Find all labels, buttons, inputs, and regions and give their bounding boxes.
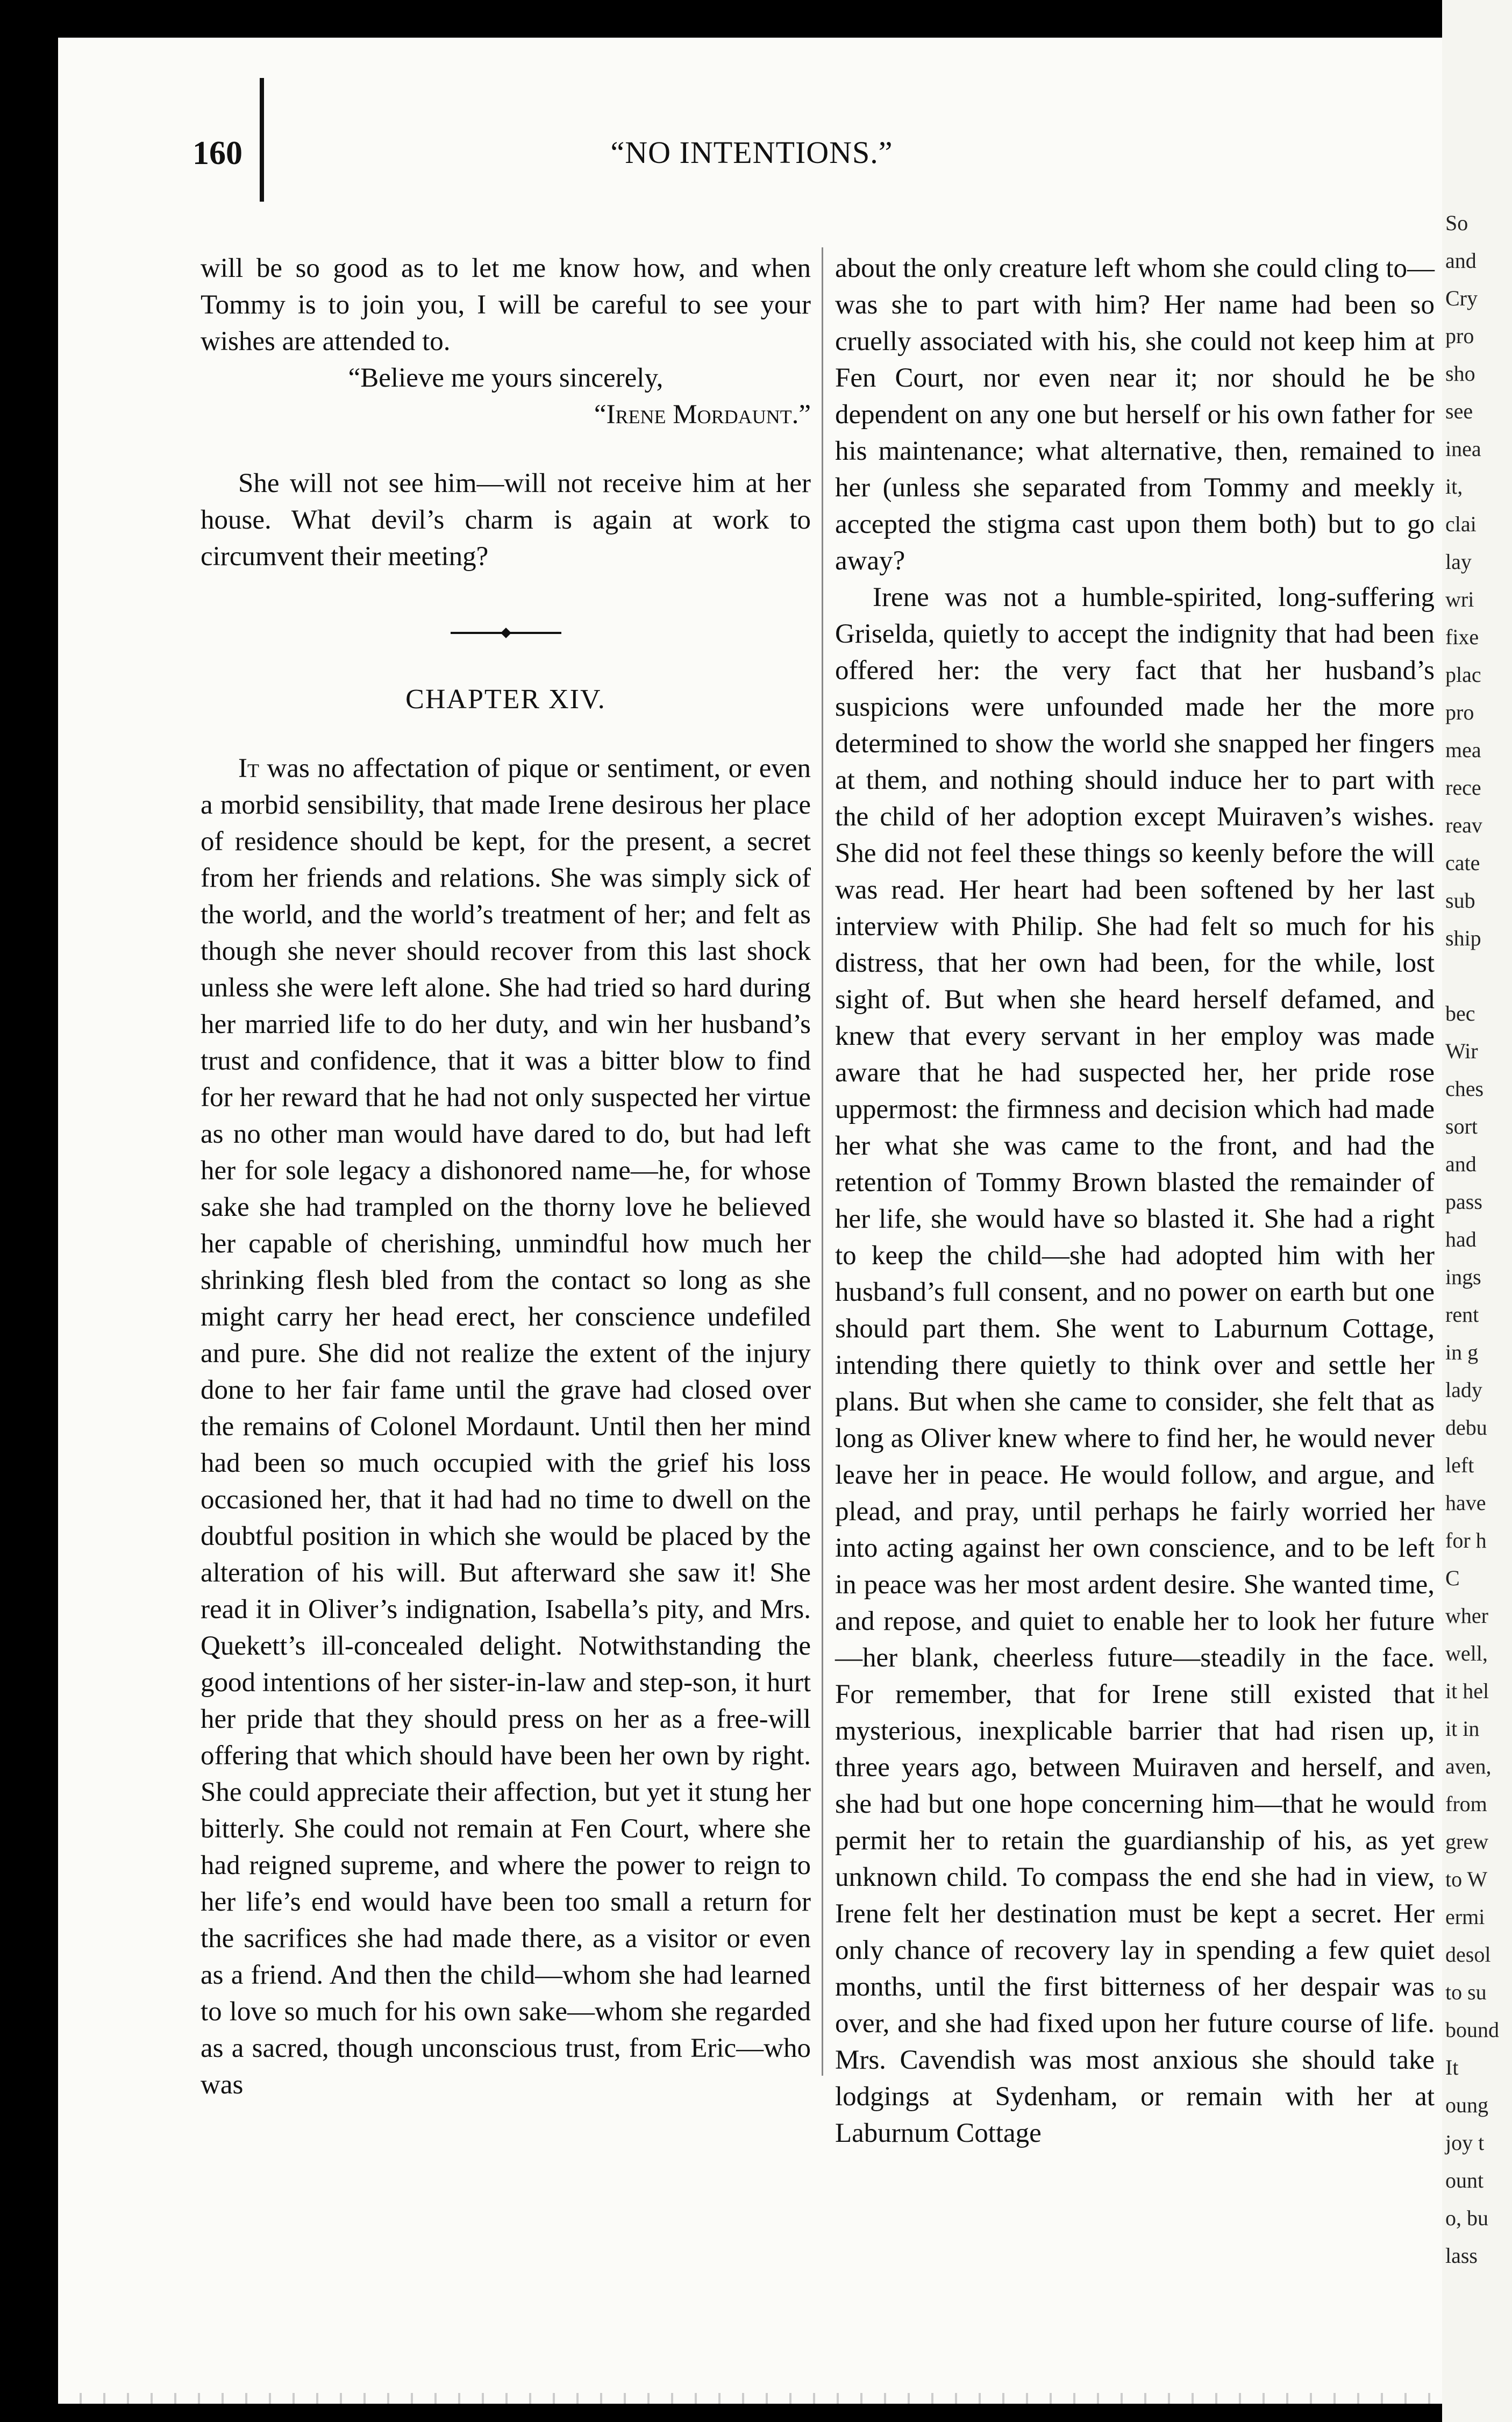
paragraph: She will not see him—will not receive him at her house. What devil’s charm is again at work to circumvent their meeting? — [201, 468, 811, 572]
column-divider — [822, 247, 823, 2076]
edge-text-fragment: lady — [1445, 1378, 1482, 1402]
edge-text-fragment: wri — [1445, 587, 1474, 611]
edge-text-fragment: C — [1445, 1566, 1460, 1590]
edge-text-fragment: It — [1445, 2055, 1459, 2079]
page-number: 160 — [192, 135, 243, 172]
edge-text-fragment: mea — [1445, 738, 1481, 762]
letter-signature: “Irene Mordaunt.” — [594, 400, 811, 430]
edge-text-fragment: rece — [1445, 775, 1481, 800]
paragraph: Irene was not a humble-spirited, long-suffering Griselda, quietly to accept the indignity that had been offered her: the very fact that her husband’s suspicions were unfounded made her the more determined to show the world she snapped her fingers at them, and nothing should induce her to part with the child of her adoption except Muiraven’s wishes. She did not feel these things so keenly before the will was read. Her heart had been softened by her last interview with Philip. She had felt so much for his distress, that her own had been, for the while, lost sight of. But when she heard herself defamed, and knew that every servant in her employ was made aware that he had suspected her, her pride rose uppermost: the firmness and decision which had made her what she was came to the front, and had the retention of Tommy Brown blasted the remainder of her life, she would have so blasted it. She had a right to keep the child—she had adopted him with her husband’s full consent, and no power on earth but one should part them. She went to Laburnum Cottage, intending there quietly to think over and settle her plans. But when she came to consider, she felt that as long as Oliver knew where to find her, he would never leave her in peace. He would follow, and argue, and plead, and pray, until perhaps he fairly worried her into acting against her own conscience, and to be left in peace was her most ardent desire. She wanted time, and repose, and quiet to enable her to look her future—her blank, cheerless future—steadily in the face. For remember, that for Irene still existed that mysterious, inexplicable barrier that had risen up, three years ago, between Muiraven and herself, and she had but one hope concerning him—that he would permit her to retain the guardianship of his, as yet unknown child. To compass the end she had in view, Irene felt her destination must be kept a secret. Her only chance of recovery lay in spending a few quiet months, until the first bitterness of her despair was over, and she had fixed upon her future course of life. Mrs. Cavendish was most anxious she should take lodgings at Sydenham, or remain with her at Laburnum Cottage — [835, 582, 1435, 2148]
edge-text-fragment: ches — [1445, 1077, 1484, 1101]
edge-text-fragment: lass — [1445, 2243, 1478, 2268]
edge-text-fragment: fixe — [1445, 625, 1479, 649]
edge-text-fragment: pro — [1445, 700, 1474, 724]
page-header — [58, 134, 1445, 199]
left-column — [201, 250, 811, 2103]
edge-text-fragment: wher — [1445, 1604, 1488, 1628]
running-title: “NO INTENTIONS.” — [610, 135, 893, 170]
chapter-first-word: It — [238, 753, 259, 783]
edge-text-fragment: pro — [1445, 324, 1474, 348]
edge-text-fragment: reav — [1445, 813, 1482, 837]
edge-text-fragment: in g — [1445, 1340, 1479, 1364]
edge-text-fragment: it in — [1445, 1716, 1480, 1741]
edge-text-fragment: to su — [1445, 1980, 1487, 2004]
edge-text-fragment: So — [1445, 211, 1468, 235]
edge-text-fragment: grew — [1445, 1829, 1488, 1854]
edge-text-fragment: rent — [1445, 1302, 1479, 1327]
edge-text-fragment: from — [1445, 1792, 1487, 1816]
edge-text-fragment: sort — [1445, 1114, 1478, 1138]
chapter-opening-text: was no affectation of pique or sentiment, or even a morbid sensibility, that made Irene desirous her place of residence should be kept, for the present, a secret from her friends and relations. She was simply sick of the world, and the world’s treatment of her; and felt as though she never should recover from this last shock unless she were left alone. She had tried so hard during her married life to do her duty, and win her husband’s trust and confidence, that it was a bitter blow to find for her reward that he had not only suspected her virtue as no other man would have dared to do, but had left her for sole legacy a dishonored name—he, for whose sake she had trampled on the thorny love he believed her capable of cherishing, unmindful how much her shrinking flesh bled from the contact so long as she might carry her head erect, her conscience undefiled and pure. She did not realize the extent of the injury done to her fair fame until the grave had closed over the remains of Colonel Mordaunt. Until then her mind had been so much occupied with the grief his loss occasioned her, that it had had no time to dwell on the doubtful position in which she would be placed by the alteration of his will. But afterward she saw it! She read it in Oliver’s indignation, Isabella’s pity, and Mrs. Quekett’s ill-concealed delight. Notwithstanding the good intentions of her sister-in-law and step-son, it hurt her pride that they should press on her as a free-will offering that which should have been her own by right. She could appreciate their affection, but yet it stung her bitterly. She could not remain at Fen Court, where she had reigned supreme, and where the power to reign to her life’s end would have been too small a return for the sacrifices she had made there, as a visitor or even as a friend. And then the child—whom she had learned to love so much for his own sake—whom she regarded as a sacred, though unconscious trust, from Eric—who was — [201, 753, 811, 2100]
edge-text-fragment: joy t — [1445, 2131, 1485, 2155]
edge-text-fragment: Cry — [1445, 286, 1478, 310]
edge-text-fragment: lay — [1445, 550, 1472, 574]
edge-text-fragment: left — [1445, 1453, 1474, 1477]
edge-text-fragment: bec — [1445, 1001, 1475, 1025]
edge-text-fragment: plac — [1445, 663, 1481, 687]
edge-text-fragment: sub — [1445, 888, 1475, 913]
edge-text-fragment: have — [1445, 1491, 1486, 1515]
section-ornament — [201, 612, 811, 649]
edge-text-fragment: had — [1445, 1227, 1477, 1251]
edge-text-fragment: and — [1445, 1152, 1477, 1176]
edge-text-fragment: pass — [1445, 1189, 1482, 1214]
paragraph: about the only creature left whom she could cling to—was she to part with him? Her name had been so cruelly associated with his, she could not keep him at Fen Court, nor even near it; nor should he be dependent on any one but herself or his own father for his maintenance; what alternative, then, remained to her (unless she separated from Tommy and meekly accepted the stigma cast upon them both) but to go away? — [835, 253, 1435, 576]
edge-text-fragment: aven, — [1445, 1754, 1492, 1778]
edge-text-fragment: to W — [1445, 1867, 1488, 1891]
edge-text-fragment: desol — [1445, 1942, 1491, 1967]
edge-text-fragment: see — [1445, 399, 1473, 423]
edge-text-fragment: bound — [1445, 2018, 1499, 2042]
right-column — [835, 250, 1435, 2152]
edge-text-fragment: well, — [1445, 1641, 1488, 1665]
next-page-edge — [1442, 0, 1512, 2422]
edge-text-fragment: clai — [1445, 512, 1477, 536]
edge-text-fragment: debu — [1445, 1415, 1487, 1440]
book-page — [58, 38, 1445, 2404]
page-bottom-edge — [58, 2393, 1445, 2404]
edge-text-fragment — [1445, 957, 1512, 995]
edge-text-fragment: cate — [1445, 851, 1480, 875]
edge-text-fragment: ount — [1445, 2168, 1484, 2192]
edge-text-fragment: it hel — [1445, 1679, 1489, 1703]
letter-signoff: “Believe me yours sincerely, — [348, 363, 664, 393]
edge-text-fragment: ship — [1445, 926, 1481, 950]
chapter-heading: CHAPTER XIV. — [405, 684, 606, 715]
edge-text-fragment: inea — [1445, 437, 1481, 461]
edge-text-fragment: o, bu — [1445, 2206, 1488, 2230]
edge-text-fragment: ermi — [1445, 1905, 1485, 1929]
edge-text-fragment: Wir — [1445, 1039, 1478, 1063]
edge-text-fragment: oung — [1445, 2093, 1488, 2117]
edge-text-fragment: sho — [1445, 361, 1475, 386]
edge-text-fragment: ings — [1445, 1265, 1481, 1289]
edge-text-fragment: and — [1445, 248, 1477, 273]
edge-text-fragment: it, — [1445, 474, 1463, 498]
chapter-opening-paragraph — [201, 750, 811, 2103]
letter-closing-paragraph: will be so good as to let me know how, and when Tommy is to join you, I will be careful to see your wishes are attended to. — [201, 253, 811, 357]
edge-text-fragment: for h — [1445, 1528, 1487, 1552]
